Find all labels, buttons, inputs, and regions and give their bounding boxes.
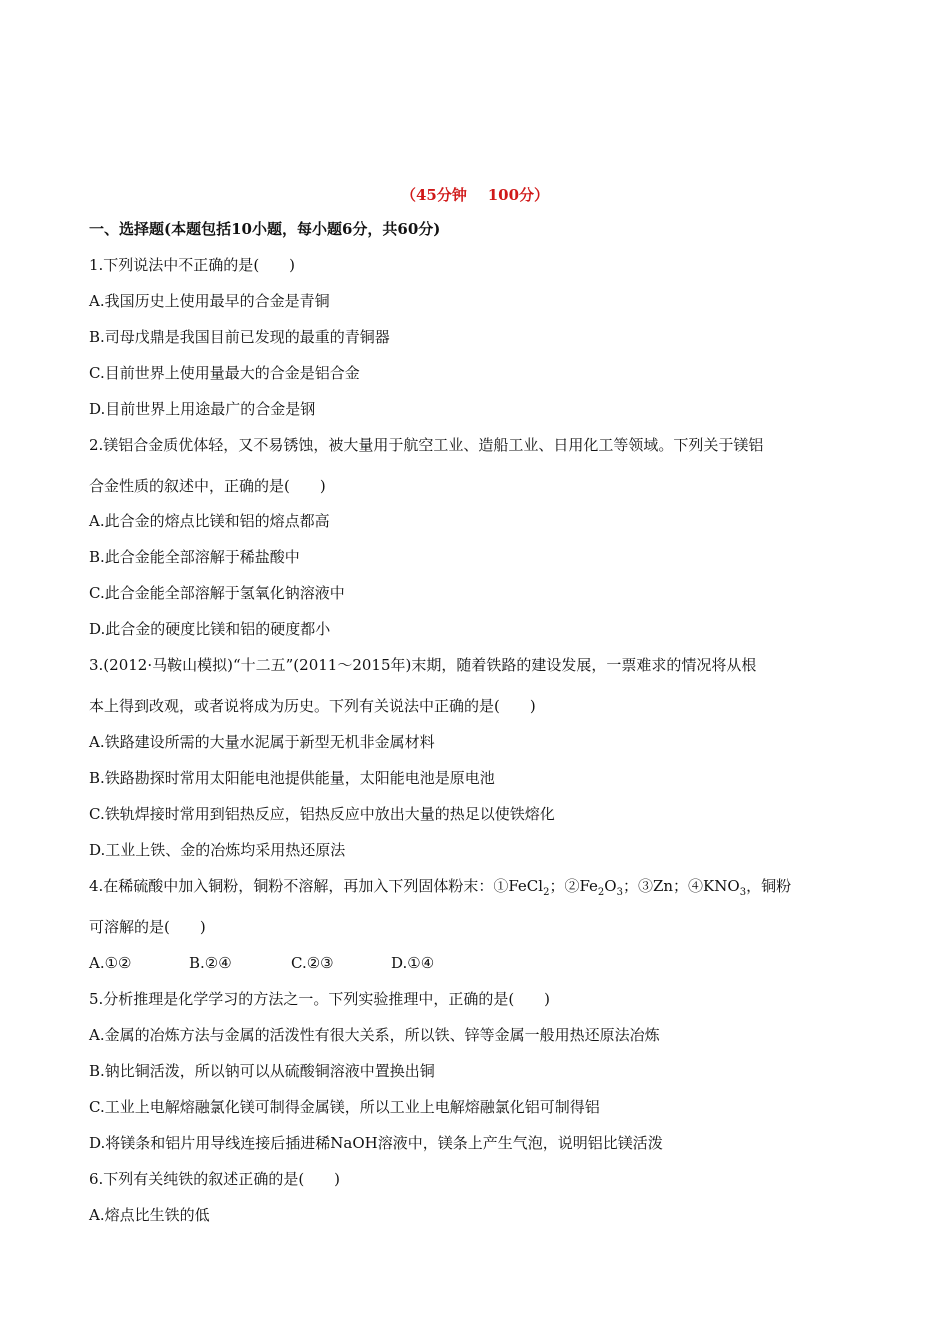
question-3-stem-line-2: 本上得到改观，或者说将成为历史。下列有关说法中正确的是( ) bbox=[89, 697, 536, 715]
section-title: 一、选择题(本题包括10小题，每小题6分，共60分) bbox=[89, 220, 441, 238]
question-2-option-d: D.此合金的硬度比镁和铝的硬度都小 bbox=[89, 620, 331, 638]
question-4-stem-text: ，铜粉 bbox=[746, 877, 792, 895]
question-5-option-b: B.钠比铜活泼，所以钠可以从硫酸铜溶液中置换出铜 bbox=[89, 1062, 435, 1080]
question-4-stem-text: O bbox=[604, 877, 617, 895]
subscript-3: 3 bbox=[616, 887, 623, 898]
subscript-3: 3 bbox=[739, 887, 747, 898]
question-1-option-a: A.我国历史上使用最早的合金是青铜 bbox=[89, 292, 330, 310]
question-3-option-d: D.工业上铁、金的冶炼均采用热还原法 bbox=[89, 841, 346, 859]
subscript-2: 2 bbox=[543, 887, 550, 898]
question-3-stem-line-1: 3.(2012·马鞍山模拟)“十二五”(2011～2015年)末期，随着铁路的建设发展，一票难求的情况将从根 bbox=[89, 656, 757, 674]
question-4-stem-text: 4.在稀硫酸中加入铜粉，铜粉不溶解，再加入下列固体粉末：①FeCl bbox=[89, 877, 544, 895]
question-3-option-c: C.铁轨焊接时常用到铝热反应，铝热反应中放出大量的热足以使铁熔化 bbox=[89, 805, 555, 823]
subscript-2: 2 bbox=[597, 887, 605, 898]
question-3-option-a: A.铁路建设所需的大量水泥属于新型无机非金属材料 bbox=[89, 733, 435, 751]
question-3-option-b: B.铁路勘探时常用太阳能电池提供能量，太阳能电池是原电池 bbox=[89, 769, 495, 787]
question-2-stem-line-1: 2.镁铝合金质优体轻，又不易锈蚀，被大量用于航空工业、造船工业、日用化工等领域。下列关于镁铝 bbox=[89, 436, 764, 454]
question-4-option-c: C.②③ bbox=[291, 954, 334, 972]
question-1-option-c: C.目前世界上使用量最大的合金是铝合金 bbox=[89, 364, 360, 382]
question-1-stem: 1.下列说法中不正确的是( ) bbox=[89, 256, 296, 274]
question-4-stem-text: ；②Fe bbox=[549, 877, 598, 895]
question-2-option-b: B.此合金能全部溶解于稀盐酸中 bbox=[89, 548, 300, 566]
question-2-stem-line-2: 合金性质的叙述中，正确的是( ) bbox=[89, 477, 326, 495]
question-5-stem: 5.分析推理是化学学习的方法之一。下列实验推理中，正确的是( ) bbox=[89, 990, 551, 1008]
question-2-option-a: A.此合金的熔点比镁和铝的熔点都高 bbox=[89, 512, 330, 530]
question-6-option-a: A.熔点比生铁的低 bbox=[89, 1206, 210, 1224]
question-5-option-a: A.金属的冶炼方法与金属的活泼性有很大关系，所以铁、锌等金属一般用热还原法冶炼 bbox=[89, 1026, 660, 1044]
question-4-option-a: A.①② bbox=[89, 954, 132, 972]
question-5-option-d: D.将镁条和铝片用导线连接后插进稀NaOH溶液中，镁条上产生气泡，说明铝比镁活泼 bbox=[89, 1134, 663, 1152]
question-5-option-c: C.工业上电解熔融氯化镁可制得金属镁，所以工业上电解熔融氯化铝可制得铝 bbox=[89, 1098, 600, 1116]
question-4-option-d: D.①④ bbox=[391, 954, 435, 972]
question-2-option-c: C.此合金能全部溶解于氢氧化钠溶液中 bbox=[89, 584, 345, 602]
question-4-option-b: B.②④ bbox=[189, 954, 232, 972]
question-1-option-b: B.司母戊鼎是我国目前已发现的最重的青铜器 bbox=[89, 328, 390, 346]
question-4-stem-line-2: 可溶解的是( ) bbox=[89, 918, 206, 936]
question-4-stem-line-1 bbox=[89, 875, 869, 897]
question-1-option-d: D.目前世界上用途最广的合金是钢 bbox=[89, 400, 316, 418]
question-4-stem-text: ；③Zn；④KNO bbox=[622, 877, 740, 895]
time-score-header: （45分钟 100分） bbox=[400, 186, 550, 204]
question-4-options-row bbox=[89, 952, 869, 974]
question-6-stem: 6.下列有关纯铁的叙述正确的是( ) bbox=[89, 1170, 341, 1188]
